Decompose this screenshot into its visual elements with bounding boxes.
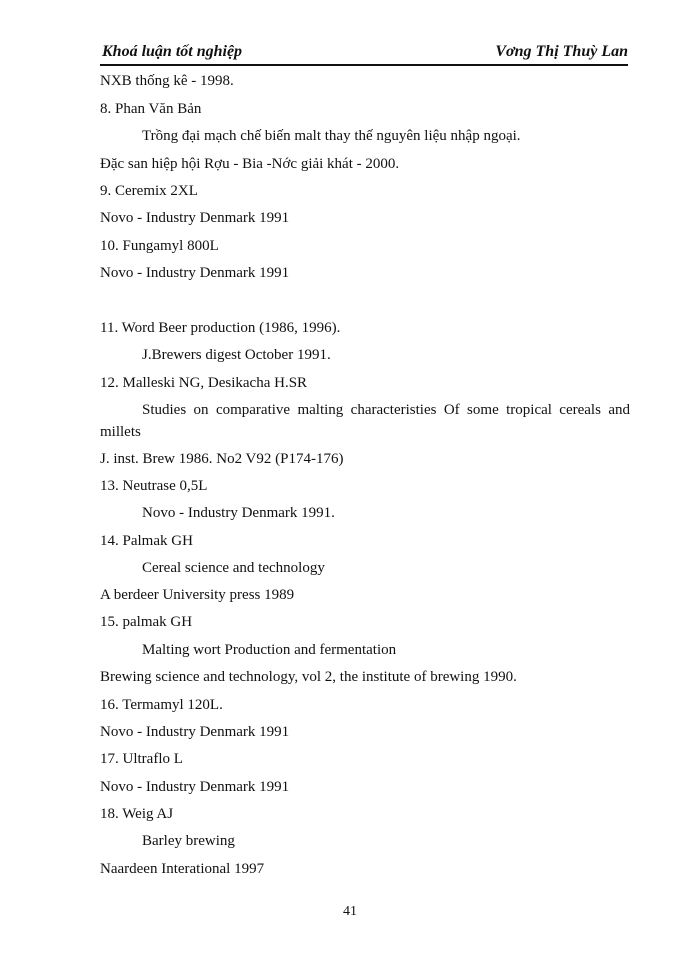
reference-line: 11. Word Beer production (1986, 1996).: [100, 320, 341, 336]
reference-line: Brewing science and technology, vol 2, the institute of brewing 1990.: [100, 669, 517, 685]
reference-line: 10. Fungamyl 800L: [100, 238, 219, 254]
reference-line: A berdeer University press 1989: [100, 587, 295, 603]
reference-line: Malting wort Production and fermentation: [142, 642, 397, 658]
reference-line: Trồng đại mạch chế biến malt thay thế nguyên liệu nhập ngoại.: [142, 128, 521, 144]
page-number: 41: [343, 904, 357, 919]
page-header: [100, 40, 628, 66]
reference-line: 15. palmak GH: [100, 614, 193, 630]
reference-line: 8. Phan Văn Bản: [100, 101, 202, 117]
reference-line: 18. Weig AJ: [100, 806, 174, 822]
reference-line: Novo - Industry Denmark 1991: [100, 210, 290, 226]
reference-line: Barley brewing: [142, 833, 235, 849]
reference-line: J.Brewers digest October 1991.: [142, 347, 331, 363]
reference-paragraph: Studies on comparative malting characteristies Of some tropical cereals and millets: [100, 402, 630, 440]
reference-line: J. inst. Brew 1986. No2 V92 (P174-176): [100, 451, 344, 467]
reference-line: 16. Termamyl 120L.: [100, 697, 223, 713]
reference-line: 9. Ceremix 2XL: [100, 183, 198, 199]
reference-line: Naardeen Interational 1997: [100, 861, 265, 877]
reference-line: Novo - Industry Denmark 1991: [100, 724, 290, 740]
reference-line: NXB thống kê - 1998.: [100, 73, 234, 89]
reference-line: Novo - Industry Denmark 1991: [100, 779, 290, 795]
reference-line: Novo - Industry Denmark 1991: [100, 265, 290, 281]
reference-line: Đặc san hiệp hội Rợu - Bia -Nớc giải khát - 2000.: [100, 156, 400, 172]
reference-line: 14. Palmak GH: [100, 533, 193, 549]
reference-line: 12. Malleski NG, Desikacha H.SR: [100, 375, 308, 391]
reference-line: Novo - Industry Denmark 1991.: [142, 505, 335, 521]
reference-line: Cereal science and technology: [142, 560, 325, 576]
header-author-name: Vơng Thị Thuỳ Lan: [495, 43, 628, 60]
reference-line: 13. Neutrase 0,5L: [100, 478, 208, 494]
header-thesis-title: Khoá luận tốt nghiệp: [102, 43, 243, 60]
reference-line: 17. Ultraflo L: [100, 751, 183, 767]
